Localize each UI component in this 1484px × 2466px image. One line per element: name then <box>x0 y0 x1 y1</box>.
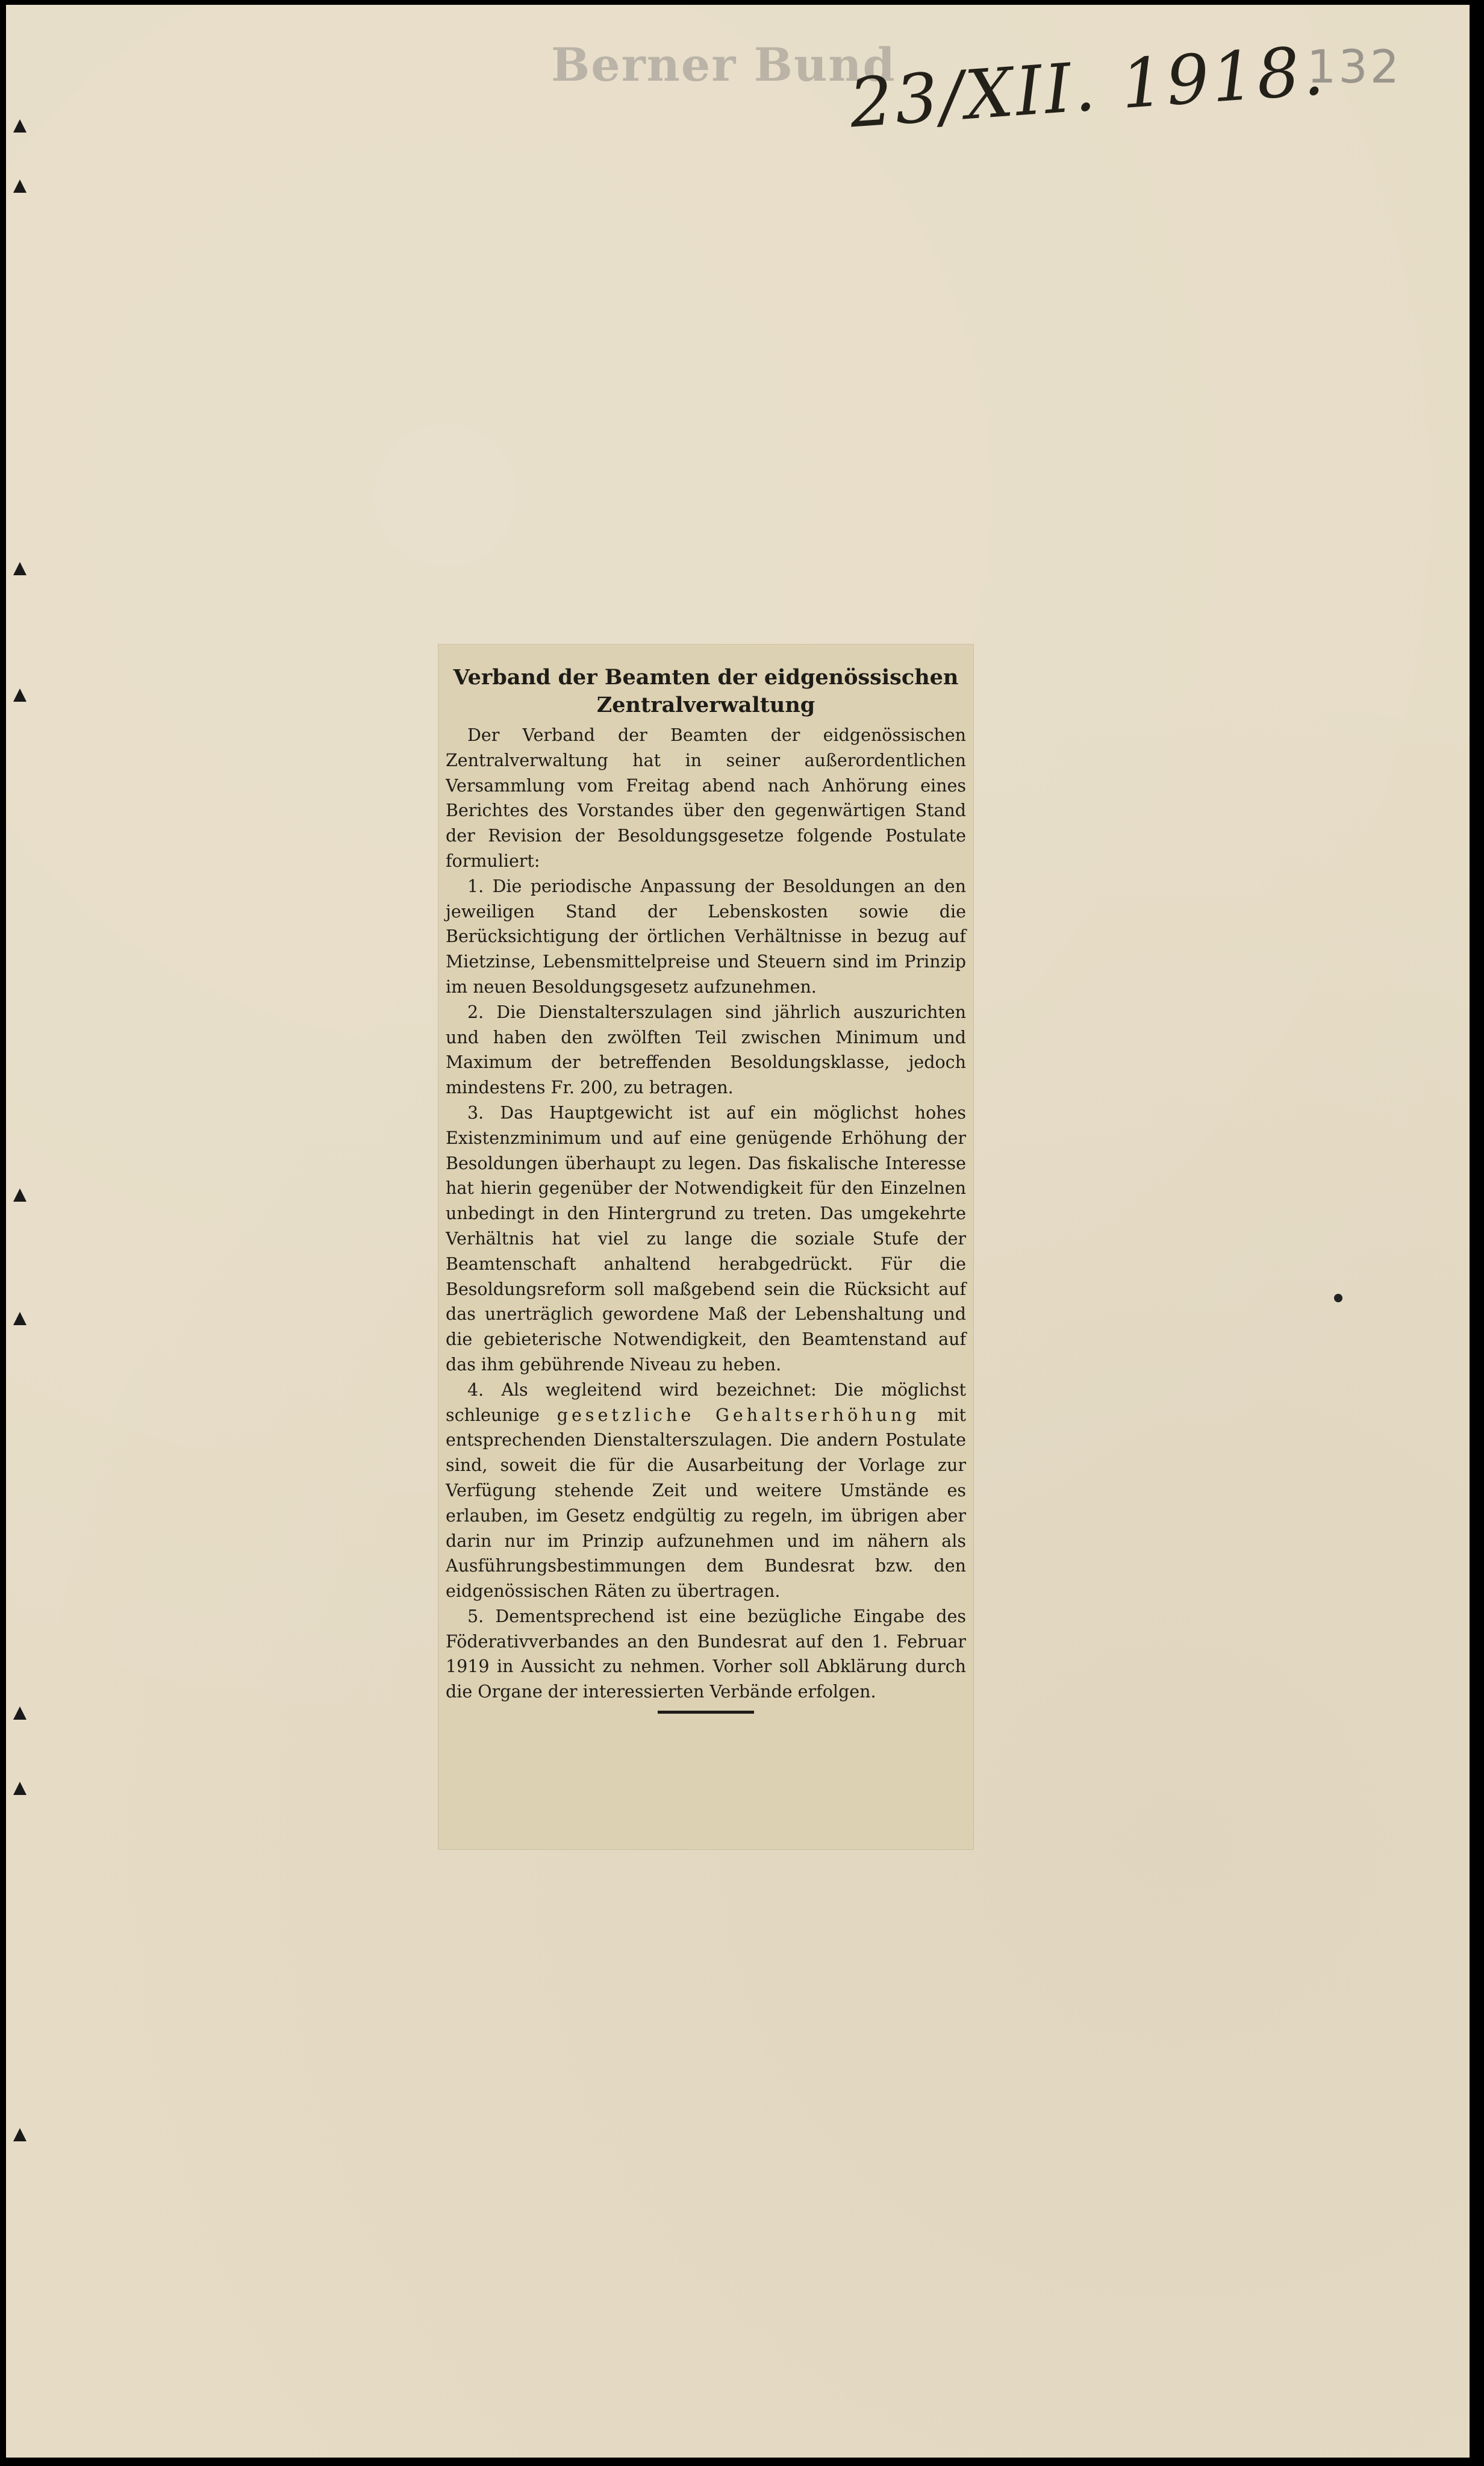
binding-hole-mark <box>13 179 26 193</box>
binding-hole-mark <box>13 119 26 133</box>
postulate-4-text-end: mit entsprechenden Dienstalterszulagen. Die andern Postulate sind, soweit die für die Ausarbeitung der Vorlage zur Verfügung stehende Zeit und weitere Umstände es erlauben, im Gesetz endgültig zu regeln, im übrigen aber darin nur im Prinzip aufzunehmen und im nähern als Ausführungsbestimmungen dem Bundesrat bzw. den eidgenössischen Räten zu übertragen. <box>446 1405 966 1602</box>
end-rule <box>658 1711 754 1714</box>
binding-hole-mark <box>13 688 26 702</box>
binding-hole-mark <box>13 1782 26 1795</box>
binding-hole-mark <box>13 1706 26 1720</box>
binding-hole-mark <box>13 2128 26 2141</box>
paragraph-postulate-5: 5. Dementsprechend ist eine bezügliche Eingabe des Föderativverbandes an den Bundesrat auf den 1. Februar 1919 in Aussicht zu nehmen. Vorher soll Abklärung durch die Organe der interessierten Verbände erfolgen. <box>446 1606 966 1702</box>
clipping-headline <box>446 664 966 719</box>
handwritten-date: 23/XII. 1918. <box>847 31 1329 143</box>
paragraph-postulate-4 <box>446 1378 966 1604</box>
binding-hole-mark <box>13 1188 26 1202</box>
postulate-4-emphasis: gesetzliche Gehaltserhöhung <box>556 1405 920 1425</box>
paragraph-postulate-1: 1. Die periodische Anpassung der Besoldungen an den jeweiligen Stand der Lebenskosten sowie die Berücksichtigung der örtlichen Verhältnisse in bezug auf Mietzinse, Lebensmittelpreise und Steuern sind im Prinzip im neuen Besoldungsgesetz aufzunehmen. <box>446 876 966 997</box>
headline-line-1: Verband der Beamten der eidgenössischen <box>453 665 959 690</box>
newspaper-stamp: Berner Bund <box>551 38 896 92</box>
archive-sheet <box>6 5 1470 2458</box>
paragraph-postulate-3: 3. Das Hauptgewicht ist auf ein möglichst hohes Existenzminimum und auf eine genügende Erhöhung der Besoldungen überhaupt zu legen. Das fiskalische Interesse hat hierin gegenüber der Notwendigkeit für den Einzelnen unbedingt in den Hintergrund zu treten. Das umgekehrte Verhältnis hat viel zu lange die soziale Stufe der Beamtenschaft anhaltend herabgedrückt. Für die Besoldungsreform soll maßgebend sein die Rücksicht auf das unerträglich gewordene Maß der Lebenshaltung und die gebieterische Notwendigkeit, den Beamtenstand auf das ihm gebührende Niveau zu heben. <box>446 1102 966 1375</box>
postulate-4-text-start: 4. Als wegleitend wird bezeichnet: Die möglichst schleunige <box>446 1379 966 1425</box>
newspaper-clipping <box>438 645 973 1849</box>
paper-speck <box>1334 1294 1342 1302</box>
headline-line-2: Zentralverwaltung <box>596 693 815 717</box>
paragraph-postulate-2: 2. Die Dienstalterszulagen sind jährlich auszurichten und haben den zwölften Teil zwischen Minimum und Maximum der betreffenden Besoldungsklasse, jedoch mindestens Fr. 200, zu betragen. <box>446 1002 966 1098</box>
binding-hole-mark <box>13 562 26 575</box>
clipping-body <box>446 723 966 1705</box>
paragraph-intro: Der Verband der Beamten der eidgenössischen Zentralverwaltung hat in seiner außerordentlichen Versammlung vom Freitag abend nach Anhörung eines Berichtes des Vorstandes über den gegenwärtigen Stand der Revision der Besoldungsgesetze folgende Postulate formuliert: <box>446 725 966 871</box>
page-number: 132 <box>1307 40 1402 93</box>
binding-hole-mark <box>13 1312 26 1325</box>
